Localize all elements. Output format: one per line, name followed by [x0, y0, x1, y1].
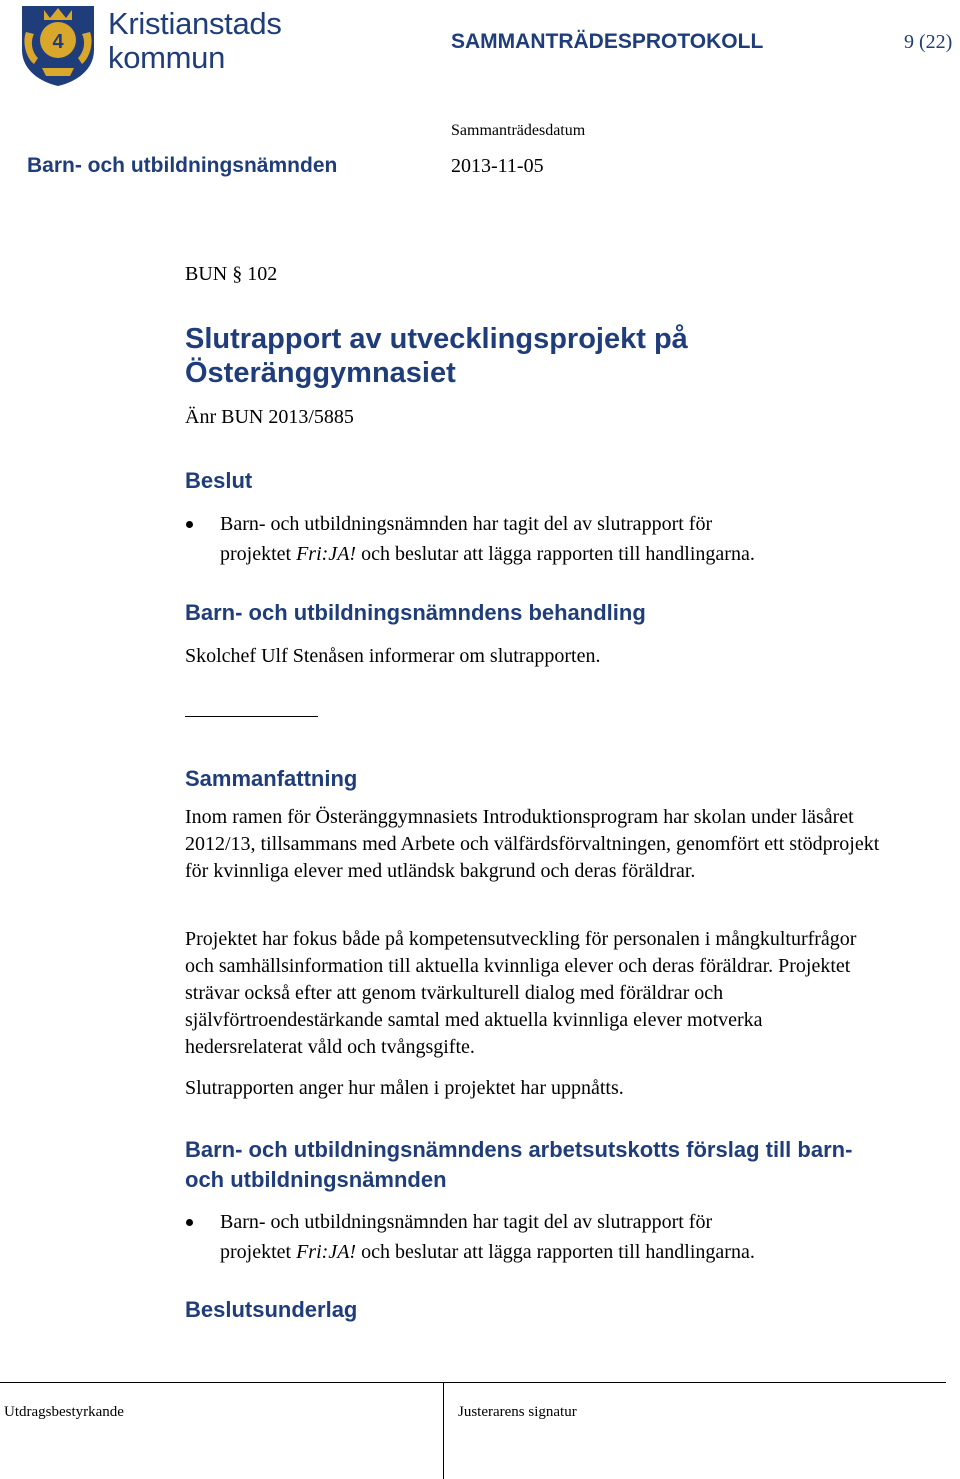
- svg-text:4: 4: [52, 31, 64, 53]
- separator-line: [185, 716, 318, 717]
- kristianstads-kommun-logo: [18, 2, 298, 88]
- footer-divider: [443, 1382, 444, 1479]
- committee-name: Barn- och utbildningsnämnden: [27, 154, 338, 177]
- beslut-heading: Beslut: [185, 468, 253, 493]
- logo-text-kommun: kommun: [108, 40, 226, 75]
- bullet-icon: [186, 521, 193, 528]
- beslut-bullet-prefix: projektet: [220, 543, 297, 565]
- coat-of-arms-icon: [18, 2, 98, 86]
- forslag-bullet-line2: [220, 1237, 880, 1267]
- forslag-bullet: [220, 1207, 880, 1267]
- sammanfattning-paragraph-3: Slutrapporten anger hur målen i projektet har uppnåtts.: [185, 1077, 624, 1099]
- footer-rule: [0, 1382, 946, 1383]
- forslag-bullet-prefix: projektet: [220, 1241, 297, 1263]
- beslutsunderlag-heading: Beslutsunderlag: [185, 1297, 358, 1322]
- bullet-icon: [186, 1219, 193, 1226]
- sammanfattning-paragraph-1: Inom ramen för Österänggymnasiets Introduktionsprogram har skolan under läsåret 2012/13, tillsammans med Arbete och välfärdsförvaltningen, genomfört ett stödprojekt för kvinnliga elever med utländsk bakgrund och deras föräldrar.: [185, 806, 880, 882]
- meeting-date: 2013-11-05: [451, 155, 544, 177]
- document-title: SAMMANTRÄDESPROTOKOLL: [451, 30, 764, 53]
- sammanfattning-paragraph-2: Projektet har fokus både på kompetensutveckling för personalen i mångkulturfrågor och samhällsinformation till aktuella kvinnliga elever och deras föräldrar. Projektet strävar också efter att genom tvärkulturell dialog med föräldrar och självförtroendestärkande samtal med aktuella kvinnliga elever motverka hedersrelaterat våld och tvångsgifte.: [185, 928, 857, 1058]
- forslag-bullet-line1: Barn- och utbildningsnämnden har tagit del av slutrapport för: [220, 1211, 713, 1233]
- beslut-bullet-suffix: och beslutar att lägga rapporten till handlingarna.: [356, 543, 755, 565]
- beslut-bullet: [220, 509, 880, 569]
- behandling-heading: Barn- och utbildningsnämndens behandling: [185, 600, 646, 625]
- footer-justerarens-signatur: Justerarens signatur: [458, 1404, 577, 1420]
- beslut-bullet-line2: [220, 539, 880, 569]
- sammanfattning-heading: Sammanfattning: [185, 766, 358, 791]
- case-number: BUN § 102: [185, 263, 278, 285]
- forslag-heading: Barn- och utbildningsnämndens arbetsutskotts förslag till barn- och utbildningsnämnden: [185, 1137, 853, 1192]
- registration-number: Änr BUN 2013/5885: [185, 406, 354, 428]
- project-name: Fri:JA!: [296, 1241, 357, 1263]
- beslut-bullet-line1: Barn- och utbildningsnämnden har tagit del av slutrapport för: [220, 513, 713, 535]
- footer-utdragsbestyrkande: Utdragsbestyrkande: [4, 1404, 124, 1420]
- logo-text-kristianstads: Kristianstads: [108, 6, 282, 41]
- case-title: Slutrapport av utvecklingsprojekt på Österänggymnasiet: [185, 323, 688, 389]
- behandling-text: Skolchef Ulf Stenåsen informerar om slutrapporten.: [185, 645, 601, 667]
- page-number: 9 (22): [904, 31, 953, 53]
- meeting-date-label: Sammanträdesdatum: [451, 122, 586, 139]
- forslag-bullet-suffix: och beslutar att lägga rapporten till handlingarna.: [356, 1241, 755, 1263]
- project-name: Fri:JA!: [296, 543, 357, 565]
